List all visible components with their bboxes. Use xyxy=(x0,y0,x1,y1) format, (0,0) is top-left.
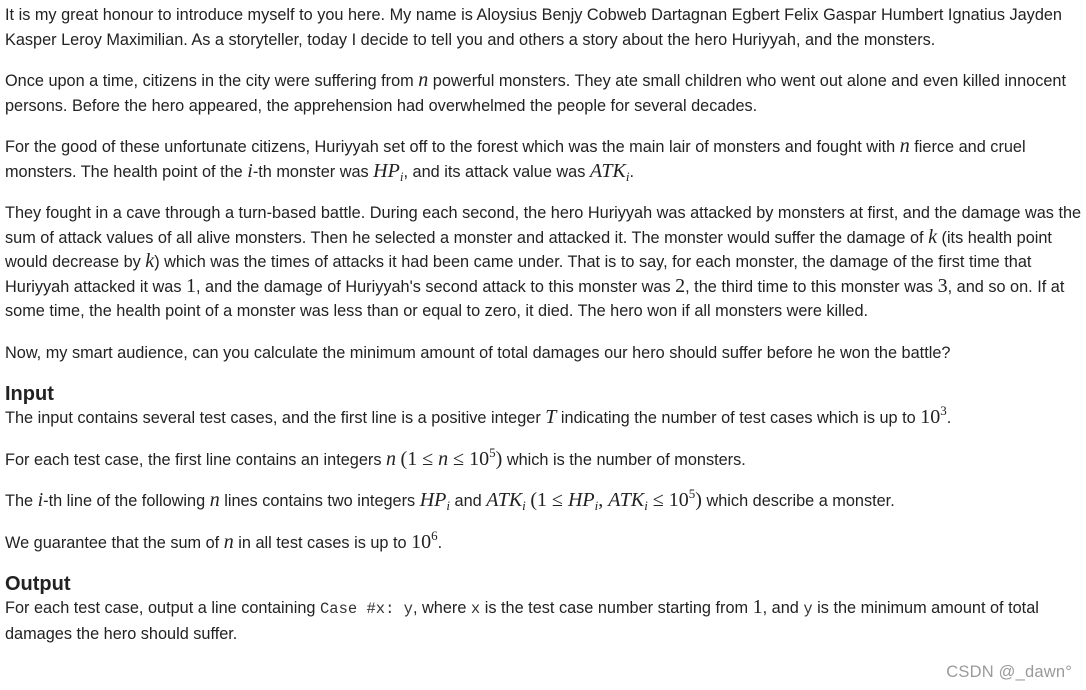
math-constraint-n xyxy=(400,444,503,470)
math-constraint-hp-atk xyxy=(530,486,702,513)
math-sub-i: i xyxy=(446,498,450,513)
math-var-k: k xyxy=(928,225,937,248)
text-segment: and xyxy=(450,492,487,510)
math-num-1: 1 xyxy=(185,274,196,297)
statement-paragraph-question xyxy=(5,341,1083,366)
math-hp-i xyxy=(420,489,450,511)
statement-paragraph-monsters xyxy=(5,69,1083,118)
math-atk: ATK xyxy=(608,489,645,511)
math-atk: ATK xyxy=(589,159,626,182)
text-segment: fierce and cruel monsters. The health point of the xyxy=(5,138,1026,181)
math-sub-i: i xyxy=(644,498,648,513)
text-segment: ) which was the times of attacks it had been came under. That is to say, for each monster, the damage of the first time that Huriyyah attacked it was xyxy=(5,253,1032,296)
text-segment: indicating the number of test cases which is up to xyxy=(556,409,921,427)
text-segment: . xyxy=(946,409,952,427)
text-segment: lines contains two integers xyxy=(219,492,420,510)
text-segment: , and xyxy=(762,599,804,617)
text-segment: We guarantee that the sum of xyxy=(5,533,224,552)
math-var-n: n xyxy=(418,69,429,91)
math-sub-i: i xyxy=(522,498,526,513)
math-hp-i xyxy=(373,160,403,182)
text-segment: The xyxy=(5,492,38,510)
math-sub-i: i xyxy=(625,168,630,184)
math-exponent: 5 xyxy=(688,486,696,501)
math-exponent: 3 xyxy=(940,403,947,418)
math-exponent: 5 xyxy=(489,444,496,460)
math-var-t: T xyxy=(545,406,557,428)
input-paragraph-monster-line xyxy=(5,486,1083,514)
input-paragraph-sum xyxy=(5,527,1083,556)
text-segment: . xyxy=(437,533,443,552)
math-var-i: i xyxy=(247,159,253,182)
text-segment: is the test case number starting from xyxy=(480,599,753,617)
text-segment: , the third time to this monster was xyxy=(685,277,938,296)
text-segment: powerful monsters. They ate small children who went out alone and even killed innocent persons. Before the hero appeared, the apprehension had overwhelmed the people for several decades. xyxy=(5,72,1066,115)
math-hp: HP xyxy=(373,159,400,182)
input-heading: Input xyxy=(5,383,54,405)
math-part: ≤ 10 xyxy=(448,447,490,470)
math-hp: HP xyxy=(567,489,595,511)
math-part: (1 ≤ xyxy=(530,489,568,511)
code-y: y xyxy=(803,600,813,618)
output-paragraph xyxy=(5,596,1083,646)
text-segment: , and so on. If at some time, the health point of a monster was less than or equal to zero, it died. The hero won if all monsters were killed. xyxy=(5,277,1065,320)
output-heading: Output xyxy=(5,573,71,595)
math-var-n: n xyxy=(438,447,449,470)
math-base: 10 xyxy=(920,406,941,428)
math-num-2: 2 xyxy=(675,274,686,297)
math-atk: ATK xyxy=(486,489,523,511)
math-var-n: n xyxy=(386,447,396,470)
math-hp: HP xyxy=(419,489,447,511)
math-power xyxy=(920,403,947,428)
math-var-i: i xyxy=(37,489,44,511)
statement-paragraph-intro xyxy=(5,3,1083,52)
problem-statement xyxy=(5,3,1083,663)
math-part: ≤ 10 xyxy=(647,489,689,511)
math-num-3: 3 xyxy=(937,274,948,297)
text-segment: in all test cases is up to xyxy=(233,533,412,552)
statement-paragraph-battle xyxy=(5,201,1083,324)
text-segment: . xyxy=(629,162,634,181)
code-case-format: Case #x: y xyxy=(319,600,413,618)
text-segment: Once upon a time, citizens in the city were suffering from xyxy=(5,72,419,90)
math-part: ) xyxy=(495,447,503,470)
text-segment: , where xyxy=(412,599,471,617)
text-segment: -th monster was xyxy=(252,162,374,181)
math-var-k: k xyxy=(145,250,155,272)
text-segment: , and its attack value was xyxy=(403,162,590,181)
question-text: Now, my smart audience, can you calculate the minimum amount of total damages our hero should suffer before he won the battle? xyxy=(5,343,951,362)
csdn-watermark: CSDN @_dawn° xyxy=(946,663,1072,681)
math-base: 10 xyxy=(411,530,432,553)
math-part: (1 ≤ xyxy=(400,447,439,470)
math-var-n: n xyxy=(209,489,220,511)
math-var-n: n xyxy=(899,135,910,157)
math-var-n: n xyxy=(223,530,234,553)
statement-paragraph-forest xyxy=(5,135,1083,184)
text-segment: The input contains several test cases, and the first line is a positive integer xyxy=(5,409,546,427)
text-segment: (its health point would decrease by xyxy=(5,228,1052,271)
math-part: ) xyxy=(695,489,702,511)
intro-text: It is my great honour to introduce myself to you here. My name is Aloysius Benjy Cobweb Dartagnan Egbert Felix Gaspar Humbert Ignatius Jayden Kasper Leroy Maximilian. As a storyteller, today I decide to tell you and others a story about the hero Huriyyah, and the monsters. xyxy=(5,6,1062,49)
input-paragraph-testcases xyxy=(5,403,1083,431)
text-segment: which is the number of monsters. xyxy=(502,450,746,469)
math-sub-i: i xyxy=(399,168,404,184)
text-segment: For the good of these unfortunate citizens, Huriyyah set off to the forest which was the main lair of monsters and fought with xyxy=(5,138,900,156)
text-segment: For each test case, the first line contains an integers xyxy=(5,450,386,469)
code-x: x xyxy=(470,600,481,618)
math-sub-i: i xyxy=(594,498,599,513)
math-atk-i xyxy=(486,489,526,511)
math-exponent: 6 xyxy=(431,527,438,543)
math-num-1: 1 xyxy=(752,596,763,618)
math-atk-i xyxy=(590,160,630,182)
text-segment: -th line of the following xyxy=(43,492,210,510)
text-segment: For each test case, output a line containing xyxy=(5,599,320,617)
text-segment: , and the damage of Huriyyah's second attack to this monster was xyxy=(195,277,676,296)
text-segment: is the minimum amount of total damages the hero should suffer. xyxy=(5,599,1039,643)
math-part: , xyxy=(598,489,609,511)
math-power xyxy=(411,527,438,553)
input-paragraph-n xyxy=(5,444,1083,473)
text-segment: They fought in a cave through a turn-based battle. During each second, the hero Huriyyah was attacked by monsters at first, and the damage was the sum of attack values of all alive monsters. Then he selected a monster and attacked it. The monster would suffer the damage of xyxy=(5,204,1082,247)
text-segment: which describe a monster. xyxy=(701,492,895,510)
